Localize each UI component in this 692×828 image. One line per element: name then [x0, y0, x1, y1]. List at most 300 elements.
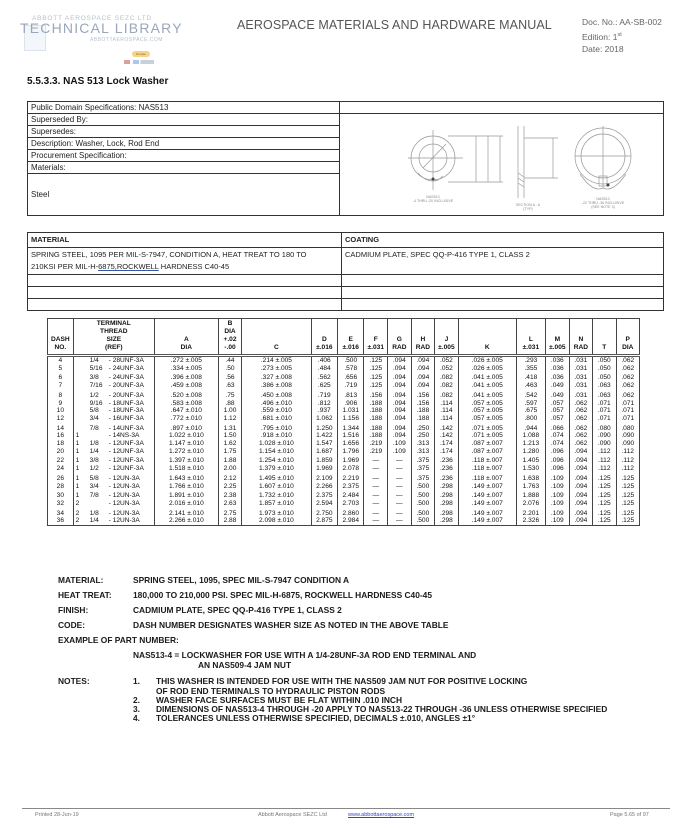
cell-b: .75	[218, 390, 241, 400]
cell-k: .057 ±.005	[458, 400, 516, 408]
cell-n: .031	[569, 390, 592, 400]
header-f: F ±.031	[364, 319, 388, 356]
cell-l: .944	[516, 423, 545, 433]
cell-b: 1.00	[218, 407, 241, 415]
cell-e: .500	[338, 356, 364, 365]
cell-c: .795 ±.010	[242, 423, 311, 433]
cell-thread: 7/16 - 20UNF-3A	[73, 382, 154, 390]
cell-c: 2.098 ±.010	[242, 517, 311, 525]
cell-m: .096	[545, 448, 569, 456]
cell-j: .142	[435, 423, 459, 433]
cell-f: —	[364, 473, 388, 483]
cell-a: 1.766 ±.010	[154, 483, 218, 491]
cell-n: .031	[569, 356, 592, 365]
cell-m: .036	[545, 372, 569, 382]
cell-l: 2.201	[516, 508, 545, 518]
cell-g: —	[388, 455, 411, 465]
table-row	[48, 508, 640, 518]
spec-blank-cell	[340, 102, 664, 114]
cell-h: .500	[411, 517, 434, 525]
cell-dash: 12	[48, 415, 74, 423]
cell-f: —	[364, 483, 388, 491]
cell-dash: 22	[48, 455, 74, 465]
cell-dash: 7	[48, 382, 74, 390]
cell-l: 1.888	[516, 490, 545, 500]
cell-k: .071 ±.005	[458, 432, 516, 440]
cell-g: —	[388, 483, 411, 491]
cell-e: .906	[338, 400, 364, 408]
cell-c: .386 ±.008	[242, 382, 311, 390]
cell-c: .214 ±.005	[242, 356, 311, 365]
cell-b: 2.88	[218, 517, 241, 525]
cell-p: .062	[616, 390, 640, 400]
cell-d: 1.687	[311, 448, 337, 456]
cell-t: .125	[593, 473, 616, 483]
note-item-4-num: 4.	[133, 713, 140, 723]
cell-k: .026 ±.005	[458, 356, 516, 365]
cell-p: .071	[616, 407, 640, 415]
cell-d: .562	[311, 372, 337, 382]
cell-h: .094	[411, 356, 434, 365]
cell-e: .578	[338, 365, 364, 373]
cell-g: —	[388, 473, 411, 483]
cell-p: .125	[616, 473, 640, 483]
cell-e: .719	[338, 382, 364, 390]
table-row	[48, 390, 640, 400]
cell-j: .298	[435, 508, 459, 518]
cell-f: .125	[364, 365, 388, 373]
spec-superseded-by: Superseded By:	[28, 114, 340, 126]
cell-h: .313	[411, 440, 434, 448]
cell-j: .082	[435, 382, 459, 390]
cell-dash: 4	[48, 356, 74, 365]
cell-k: .026 ±.005	[458, 365, 516, 373]
cell-e: 2.219	[338, 473, 364, 483]
cell-p: .125	[616, 508, 640, 518]
coating-empty-row	[342, 275, 664, 287]
footer-website-link[interactable]: www.abbottaerospace.com	[348, 812, 415, 818]
cell-thread: 1 3/8 - 12UNF-3A	[73, 455, 154, 465]
cell-h: .500	[411, 490, 434, 500]
cell-f: .219	[364, 448, 388, 456]
cell-f: —	[364, 508, 388, 518]
cell-dash: 20	[48, 448, 74, 456]
cell-e: 1.796	[338, 448, 364, 456]
cell-p: .071	[616, 400, 640, 408]
material-coating-table	[27, 232, 664, 311]
cell-j: .174	[435, 448, 459, 456]
payment-cards-icon	[124, 60, 154, 64]
cell-g: —	[388, 465, 411, 473]
cell-j: .298	[435, 490, 459, 500]
footer-printed-date: Printed 28-Jun-19	[35, 812, 79, 818]
cell-f: .125	[364, 372, 388, 382]
cell-c: .496 ±.010	[242, 400, 311, 408]
header-m: M ±.005	[545, 319, 569, 356]
dimension-table-body	[48, 356, 640, 526]
table-row	[48, 448, 640, 456]
cell-n: .062	[569, 400, 592, 408]
cell-h: .250	[411, 432, 434, 440]
coating-header: COATING	[342, 233, 664, 248]
cell-h: .313	[411, 448, 434, 456]
cell-c: .450 ±.008	[242, 390, 311, 400]
spec-public-domain: Public Domain Specifications: NAS513	[28, 102, 340, 114]
cell-l: 1.213	[516, 440, 545, 448]
cell-g: .094	[388, 372, 411, 382]
cell-g: .094	[388, 365, 411, 373]
logo-main-text: TECHNICAL LIBRARY	[20, 20, 183, 36]
cell-p: .125	[616, 483, 640, 491]
spec-supersedes: Supersedes:	[28, 126, 340, 138]
spec-description: Description: Washer, Lock, Rod End	[28, 138, 340, 150]
cell-k: .041 ±.005	[458, 390, 516, 400]
cell-dash: 5	[48, 365, 74, 373]
doc-number: Doc. No.: AA-SB-002	[582, 17, 662, 27]
cell-t: .080	[593, 423, 616, 433]
cell-n: .094	[569, 500, 592, 508]
cell-b: 2.75	[218, 508, 241, 518]
cell-k: .041 ±.005	[458, 372, 516, 382]
cell-h: .500	[411, 500, 434, 508]
cell-thread: 1 5/8 - 12UN-3A	[73, 473, 154, 483]
abbott-technical-library-logo[interactable]	[20, 13, 183, 57]
cell-t: .125	[593, 500, 616, 508]
cell-f: —	[364, 490, 388, 500]
cell-m: .066	[545, 423, 569, 433]
cell-l: .542	[516, 390, 545, 400]
cell-d: 2.875	[311, 517, 337, 525]
header-g: G RAD	[388, 319, 411, 356]
cell-e: 1.156	[338, 415, 364, 423]
cell-l: 1.638	[516, 473, 545, 483]
cell-c: .273 ±.005	[242, 365, 311, 373]
header-l: L ±.031	[516, 319, 545, 356]
cell-e: 2.375	[338, 483, 364, 491]
cell-p: .062	[616, 365, 640, 373]
cell-c: .681 ±.010	[242, 415, 311, 423]
cell-n: .062	[569, 423, 592, 433]
edition: Edition: 1st	[582, 31, 622, 42]
cell-e: .656	[338, 372, 364, 382]
cell-g: —	[388, 500, 411, 508]
table-row	[48, 407, 640, 415]
cell-e: 2.984	[338, 517, 364, 525]
cell-d: 2.375	[311, 490, 337, 500]
footer-page-number: Page 5.65 of 97	[610, 812, 649, 818]
cell-b: 2.63	[218, 500, 241, 508]
cell-a: .334 ±.005	[154, 365, 218, 373]
cell-b: .44	[218, 356, 241, 365]
cell-k: .057 ±.005	[458, 407, 516, 415]
cell-j: .236	[435, 473, 459, 483]
cell-b: .56	[218, 372, 241, 382]
document-meta	[582, 16, 662, 55]
cell-m: .109	[545, 508, 569, 518]
cell-j: .052	[435, 356, 459, 365]
cell-k: .149 ±.007	[458, 490, 516, 500]
dimension-table-header	[48, 319, 640, 356]
cell-g: —	[388, 490, 411, 500]
cell-k: .118 ±.007	[458, 455, 516, 465]
cell-t: .050	[593, 372, 616, 382]
header-h: H RAD	[411, 319, 434, 356]
header-k: K	[458, 319, 516, 356]
cell-t: .063	[593, 382, 616, 390]
cell-t: .071	[593, 400, 616, 408]
cell-dash: 18	[48, 440, 74, 448]
header-a: A DIA	[154, 319, 218, 356]
cell-p: .112	[616, 448, 640, 456]
material-header: MATERIAL	[28, 233, 342, 248]
cell-c: 1.607 ±.010	[242, 483, 311, 491]
note-item-3: DIMENSIONS OF NAS513-4 THROUGH -20 APPLY TO NAS513-22 THROUGH -36 UNLESS OTHERWISE SPECIFIED	[156, 704, 608, 714]
cell-c: 1.028 ±.010	[242, 440, 311, 448]
cell-a: 1.891 ±.010	[154, 490, 218, 500]
note-example-line1: NAS513-4 = LOCKWASHER FOR USE WITH A 1/4-28UNF-3A ROD END TERMINAL AND	[133, 650, 477, 660]
cell-t: .071	[593, 407, 616, 415]
cell-l: 1.530	[516, 465, 545, 473]
cell-t: .125	[593, 517, 616, 525]
cell-a: 2.266 ±.010	[154, 517, 218, 525]
table-row	[48, 455, 640, 465]
cell-c: 1.254 ±.010	[242, 455, 311, 465]
cell-a: 1.518 ±.010	[154, 465, 218, 473]
cell-k: .149 ±.007	[458, 517, 516, 525]
cell-t: .112	[593, 465, 616, 473]
dimension-table-wrapper	[47, 318, 640, 526]
cell-thread: 1 - 14NS-3A	[73, 432, 154, 440]
cell-h: .375	[411, 473, 434, 483]
cell-thread: 1 1/8 - 12UNF-3A	[73, 440, 154, 448]
cell-k: .071 ±.005	[458, 423, 516, 433]
note-item-4: TOLERANCES UNLESS OTHERWISE SPECIFIED, DECIMALS ±.010, ANGLES ±1°	[156, 713, 476, 723]
cell-m: .096	[545, 455, 569, 465]
cell-g: .094	[388, 382, 411, 390]
header-t: T	[593, 319, 616, 356]
cell-d: 1.859	[311, 455, 337, 465]
washer-engineering-drawing-icon	[388, 118, 658, 213]
cell-l: .463	[516, 382, 545, 390]
cell-g: —	[388, 517, 411, 525]
cell-l: 1.280	[516, 448, 545, 456]
cell-j: .114	[435, 400, 459, 408]
cell-n: .094	[569, 465, 592, 473]
note-item-3-num: 3.	[133, 704, 140, 714]
cell-t: .071	[593, 415, 616, 423]
table-row	[48, 483, 640, 491]
cell-n: .094	[569, 508, 592, 518]
cell-dash: 14	[48, 423, 74, 433]
cell-m: .096	[545, 465, 569, 473]
cell-k: .118 ±.007	[458, 473, 516, 483]
header-d: D ±.016	[311, 319, 337, 356]
cell-k: .041 ±.005	[458, 382, 516, 390]
cell-g: .094	[388, 423, 411, 433]
cell-j: .082	[435, 372, 459, 382]
cell-b: 2.38	[218, 490, 241, 500]
cell-thread: 2 - 12UN-3A	[73, 500, 154, 508]
cell-h: .156	[411, 390, 434, 400]
cell-f: .156	[364, 390, 388, 400]
cell-n: .094	[569, 483, 592, 491]
cell-thread: 3/4 - 16UNF-3A	[73, 415, 154, 423]
header-dash: DASH NO.	[48, 319, 74, 356]
cell-c: .327 ±.008	[242, 372, 311, 382]
cell-d: .812	[311, 400, 337, 408]
cell-m: .049	[545, 390, 569, 400]
cell-n: .062	[569, 432, 592, 440]
manual-title: AEROSPACE MATERIALS AND HARDWARE MANUAL	[237, 18, 552, 32]
cell-t: .125	[593, 483, 616, 491]
cell-d: .937	[311, 407, 337, 415]
cell-p: .062	[616, 372, 640, 382]
cell-a: .772 ±.010	[154, 415, 218, 423]
cell-t: .050	[593, 365, 616, 373]
cell-n: .094	[569, 473, 592, 483]
cell-a: 1.397 ±.010	[154, 455, 218, 465]
table-row	[48, 473, 640, 483]
cell-d: 1.547	[311, 440, 337, 448]
cell-h: .375	[411, 455, 434, 465]
cell-thread: 3/8 - 24UNF-3A	[73, 372, 154, 382]
cell-m: .036	[545, 356, 569, 365]
cell-b: 1.12	[218, 415, 241, 423]
cell-a: 1.147 ±.010	[154, 440, 218, 448]
cell-k: .149 ±.007	[458, 500, 516, 508]
cell-n: .094	[569, 517, 592, 525]
cell-d: .406	[311, 356, 337, 365]
table-row	[48, 382, 640, 390]
svg-text:NAS513: NAS513	[426, 195, 440, 199]
cell-b: 1.50	[218, 432, 241, 440]
cell-dash: 28	[48, 483, 74, 491]
cell-d: 2.109	[311, 473, 337, 483]
cell-thread: 1 3/4 - 12UN-3A	[73, 483, 154, 491]
cell-thread: 5/8 - 18UNF-3A	[73, 407, 154, 415]
cell-dash: 36	[48, 517, 74, 525]
cell-m: .057	[545, 400, 569, 408]
cell-b: 2.12	[218, 473, 241, 483]
header-p: P DIA	[616, 319, 640, 356]
cell-h: .156	[411, 400, 434, 408]
cell-b: .50	[218, 365, 241, 373]
cell-b: 2.00	[218, 465, 241, 473]
cell-j: .174	[435, 440, 459, 448]
table-row	[48, 365, 640, 373]
cell-f: —	[364, 500, 388, 508]
cell-thread: 7/8 - 14UNF-3A	[73, 423, 154, 433]
coating-empty-row	[342, 287, 664, 299]
cell-c: .559 ±.010	[242, 407, 311, 415]
svg-text:NAS513: NAS513	[596, 197, 610, 201]
cell-j: .298	[435, 500, 459, 508]
cell-l: .418	[516, 372, 545, 382]
cell-j: .142	[435, 432, 459, 440]
cell-dash: 9	[48, 400, 74, 408]
cell-p: .112	[616, 465, 640, 473]
cell-g: .094	[388, 407, 411, 415]
cell-m: .074	[545, 432, 569, 440]
cell-p: .090	[616, 440, 640, 448]
donate-button[interactable]: Donate	[132, 51, 150, 57]
cell-m: .057	[545, 407, 569, 415]
table-row	[48, 400, 640, 408]
cell-g: .094	[388, 390, 411, 400]
cell-b: 1.62	[218, 440, 241, 448]
cell-a: .272 ±.005	[154, 356, 218, 365]
material-empty-row	[28, 287, 342, 299]
cell-p: .080	[616, 423, 640, 433]
cell-e: 1.516	[338, 432, 364, 440]
cell-n: .094	[569, 448, 592, 456]
cell-t: .112	[593, 448, 616, 456]
cell-g: .094	[388, 432, 411, 440]
cell-t: .063	[593, 390, 616, 400]
note-item-2: WASHER FACE SURFACES MUST BE FLAT WITHIN .010 INCH	[156, 695, 402, 705]
section-title: 5.5.3.3. NAS 513 Lock Washer	[27, 76, 169, 87]
cell-l: .675	[516, 407, 545, 415]
cell-m: .036	[545, 365, 569, 373]
footer-divider	[22, 808, 670, 809]
cell-p: .125	[616, 490, 640, 500]
cell-a: 2.141 ±.010	[154, 508, 218, 518]
cell-d: 2.594	[311, 500, 337, 508]
coating-empty-row	[342, 299, 664, 311]
cell-h: .375	[411, 465, 434, 473]
cell-n: .094	[569, 455, 592, 465]
cell-m: .109	[545, 517, 569, 525]
cell-k: .118 ±.007	[458, 465, 516, 473]
cell-f: —	[364, 465, 388, 473]
note-example-line2: AN NAS509-4 JAM NUT	[198, 660, 292, 670]
cell-dash: 8	[48, 390, 74, 400]
cell-a: 1.643 ±.010	[154, 473, 218, 483]
table-row	[48, 432, 640, 440]
cell-thread: 5/16 - 24UNF-3A	[73, 365, 154, 373]
cell-n: .031	[569, 382, 592, 390]
cell-j: .236	[435, 465, 459, 473]
material-empty-row	[28, 299, 342, 311]
spec-materials: Materials:	[28, 162, 340, 174]
cell-p: .062	[616, 356, 640, 365]
cell-g: .109	[388, 440, 411, 448]
cell-l: 2.326	[516, 517, 545, 525]
logo-sub-text: ABBOTTAEROSPACE.COM	[90, 37, 163, 43]
cell-p: .062	[616, 382, 640, 390]
cell-l: 1.088	[516, 432, 545, 440]
cell-l: .355	[516, 365, 545, 373]
table-row	[48, 440, 640, 448]
cell-dash: 30	[48, 490, 74, 500]
cell-e: 2.078	[338, 465, 364, 473]
cell-l: .597	[516, 400, 545, 408]
doc-date: Date: 2018	[582, 43, 624, 54]
cell-g: .094	[388, 356, 411, 365]
cell-h: .094	[411, 365, 434, 373]
cell-c: 1.379 ±.010	[242, 465, 311, 473]
cell-c: 1.973 ±.010	[242, 508, 311, 518]
note-item-2-num: 2.	[133, 695, 140, 705]
cell-f: .188	[364, 432, 388, 440]
cell-t: .090	[593, 432, 616, 440]
cell-thread: 1/4 - 28UNF-3A	[73, 356, 154, 365]
footer-company: Abbott Aerospace SEZC Ltd	[258, 812, 327, 818]
header-j: J ±.005	[435, 319, 459, 356]
svg-text:-4 THRU -20 INCLUSIVE: -4 THRU -20 INCLUSIVE	[412, 199, 454, 203]
cell-a: 1.022 ±.010	[154, 432, 218, 440]
cell-a: 1.272 ±.010	[154, 448, 218, 456]
